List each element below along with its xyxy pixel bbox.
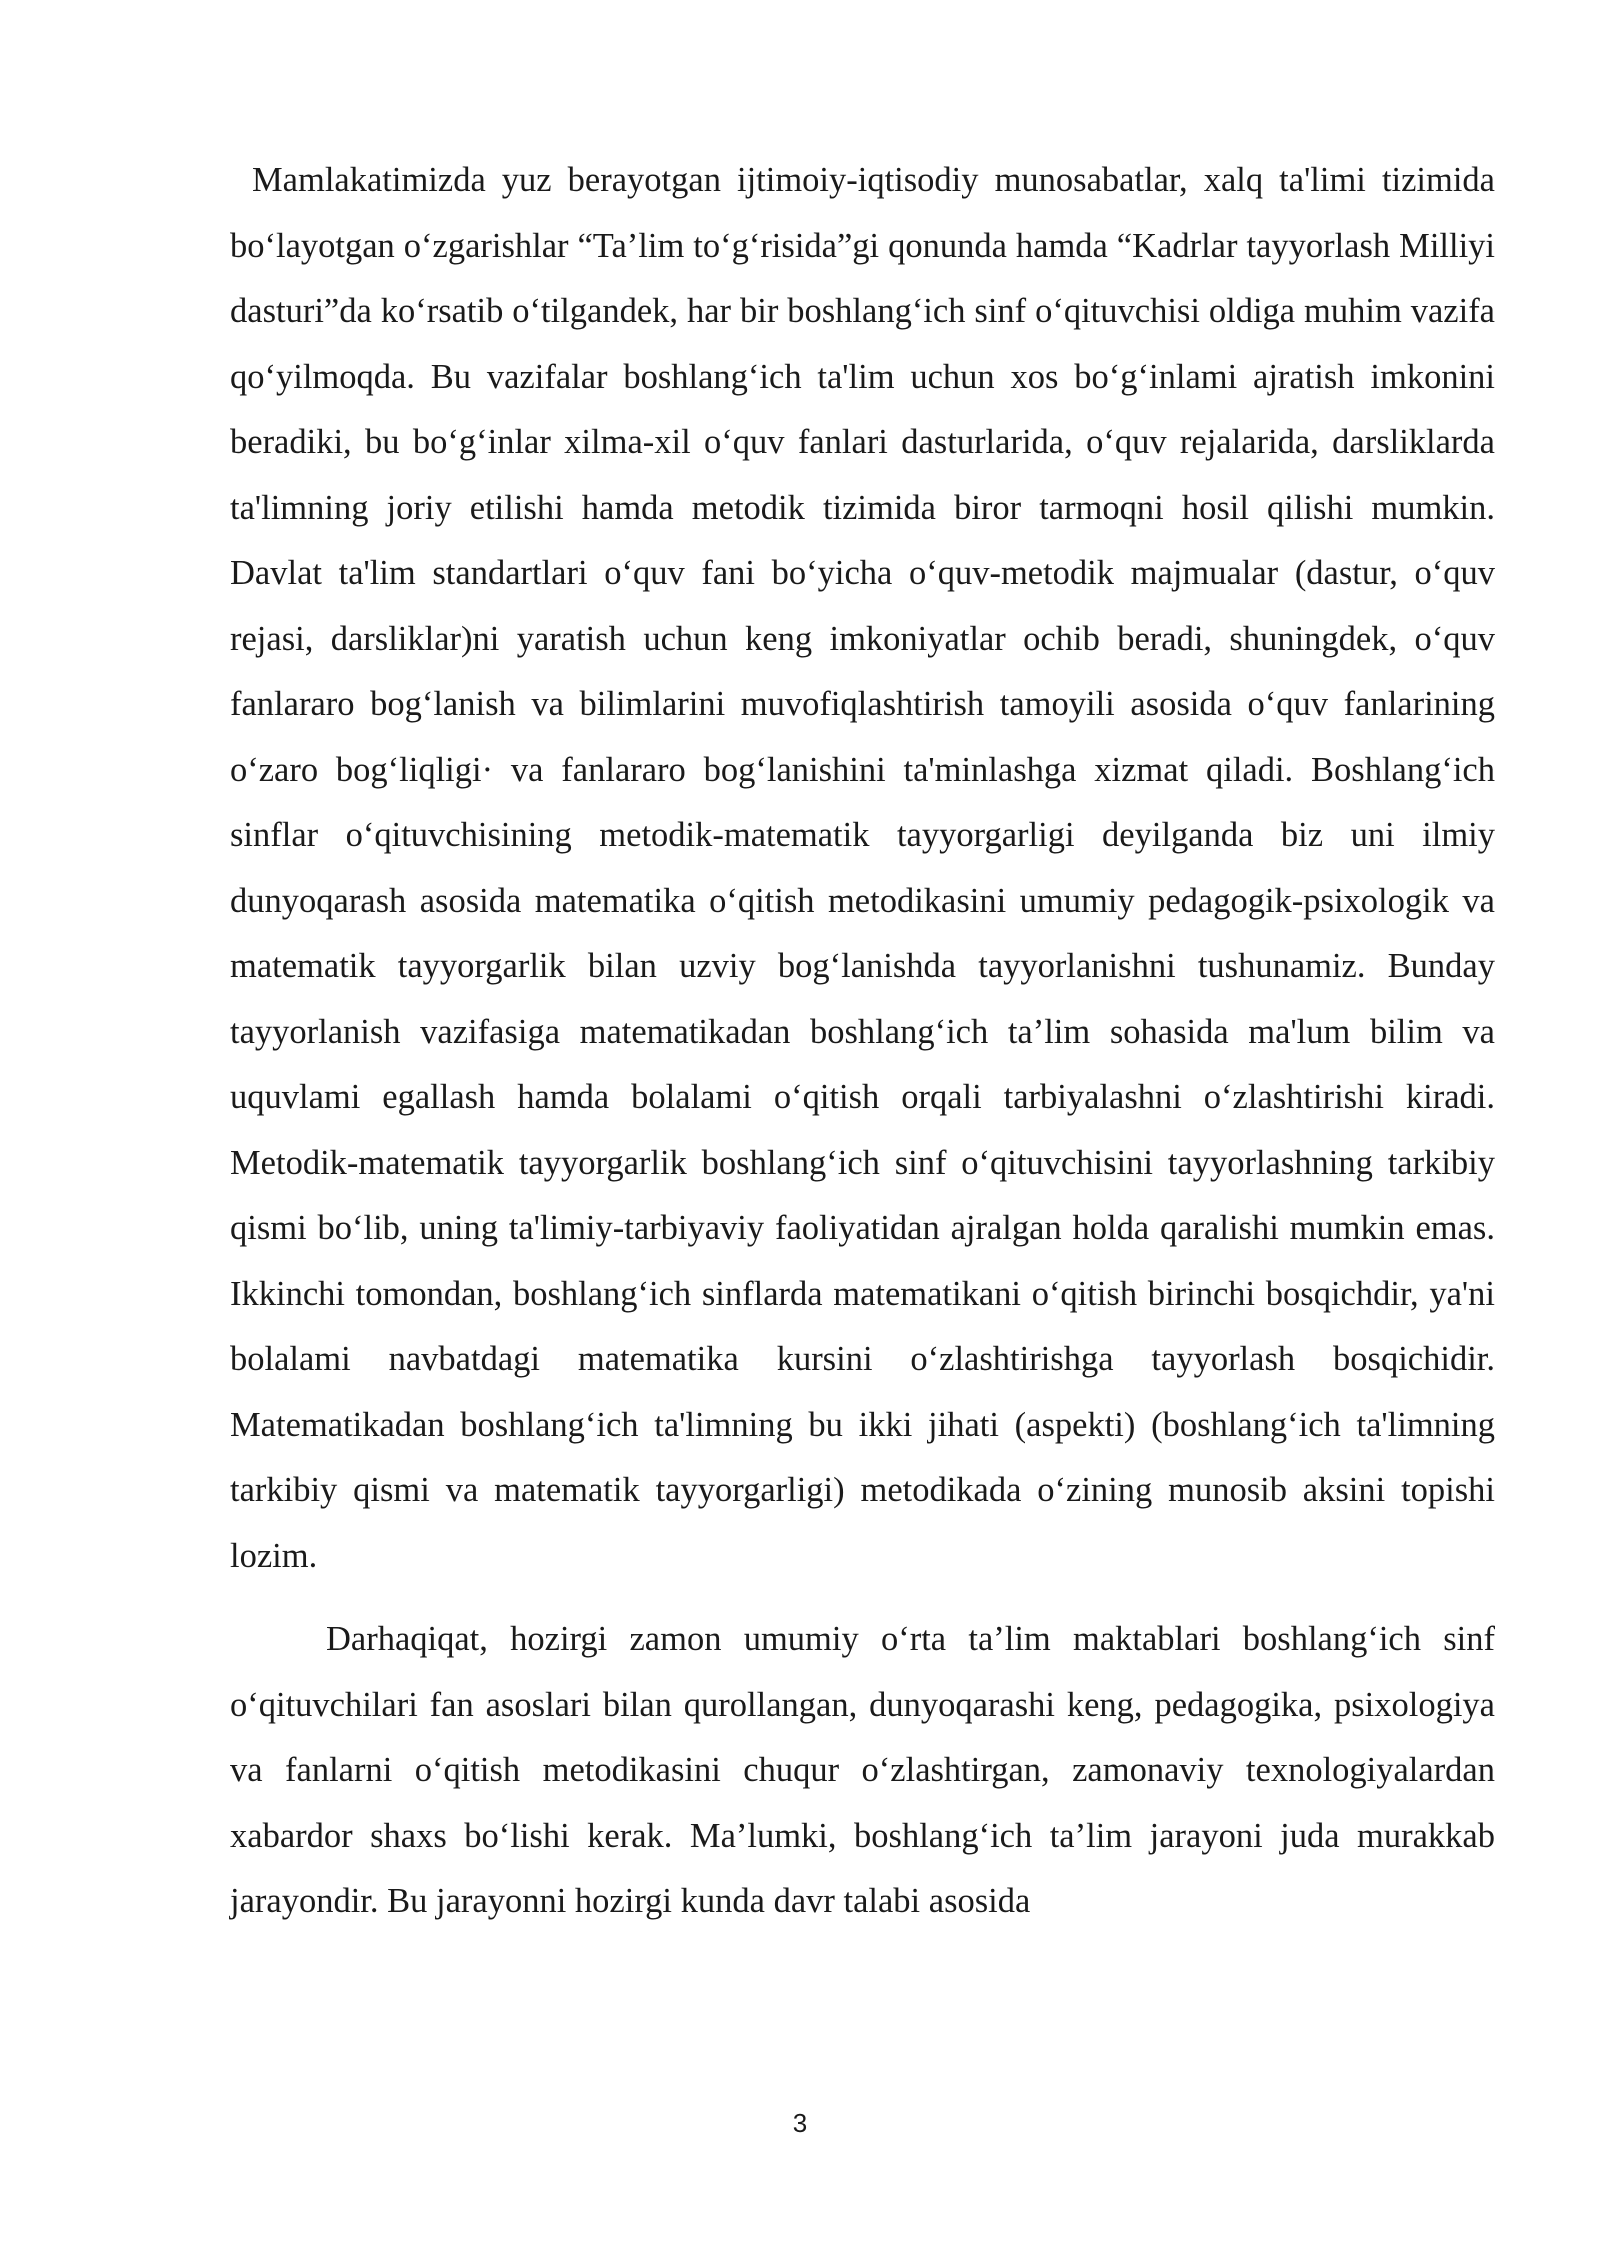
paragraph: Mamlakatimizda yuz berayotgan ijtimoiy-iqtisodiy munosabatlar, xalq ta'limi tizimida bo‘layotgan o‘zgarishlar “Ta’lim to‘g‘risida”gi qonunda hamda “Kadrlar tayyorlash Milliyi dasturi”da ko‘rsatib o‘tilgandek, har bir boshlang‘ich sinf o‘qituvchisi oldiga muhim vazifa qo‘yilmoqda. Bu vazifalar boshlang‘ich ta'lim uchun xos bo‘g‘inlami ajratish imkonini beradiki, bu bo‘g‘inlar xilma-xil o‘quv fanlari dasturlarida, o‘quv rejalarida, darsliklarda ta'limning joriy etilishi hamda metodik tizimida biror tarmoqni hosil qilishi mumkin. Davlat ta'lim standartlari o‘quv fani bo‘yicha o‘quv-metodik majmualar (dastur, o‘quv rejasi, darsliklar)ni yaratish uchun keng imkoniyatlar ochib beradi, shuningdek, o‘quv fanlararo bog‘lanish va bilimlarini muvofiqlashtirish tamoyili asosida o‘quv fanlarining o‘zaro bog‘liqligi· va fanlararo bog‘lanishini ta'minlashga xizmat qiladi. Boshlang‘ich sinflar o‘qituvchisining metodik-matematik tayyorgarligi deyilganda biz uni ilmiy dunyoqarash asosida matematika o‘qitish metodikasini umumiy pedagogik-psixologik va matematik tayyorgarlik bilan uzviy bog‘lanishda tayyorlanishni tushunamiz. Bunday tayyorlanish vazifasiga matematikadan boshlang‘ich ta’lim sohasida ma'lum bilim va uquvlami egallash hamda bolalami o‘qitish orqali tarbiyalashni o‘zlashtirishi kiradi. Metodik-matematik tayyorgarlik boshlang‘ich sinf o‘qituvchisini tayyorlashning tarkibiy qismi bo‘lib, uning ta'limiy-tarbiyaviy faoliyatidan ajralgan holda qaralishi mumkin emas. Ikkinchi tomondan, boshlang‘ich sinflarda matematikani o‘qitish birinchi bosqichdir, ya'ni bolalami navbatdagi matematika kursini o‘zlashtirishga tayyorlash bosqichidir. Matematikadan boshlang‘ich ta'limning bu ikki jihati (aspekti) (boshlang‘ich ta'limning tarkibiy qismi va matematik tayyorgarligi) metodikada o‘zining munosib aksini topishi lozim. xyxy=(230,161,1495,1575)
page-number: 3 xyxy=(792,2108,808,2138)
paragraph: Darhaqiqat, hozirgi zamon umumiy o‘rta ta’lim maktablari boshlang‘ich sinf o‘qituvchilari fan asoslari bilan qurollangan, dunyoqarashi keng, pedagogika, psixologiya va fanlarni o‘qitish metodikasini chuqur o‘zlashtirgan, zamonaviy texnologiyalardan xabardor shaxs bo‘lishi kerak. Ma’lumki, boshlang‘ich ta’lim jarayoni juda murakkab jarayondir. Bu jarayonni hozirgi kunda davr talabi asosida xyxy=(230,1620,1495,1920)
body-text xyxy=(230,148,1495,1935)
